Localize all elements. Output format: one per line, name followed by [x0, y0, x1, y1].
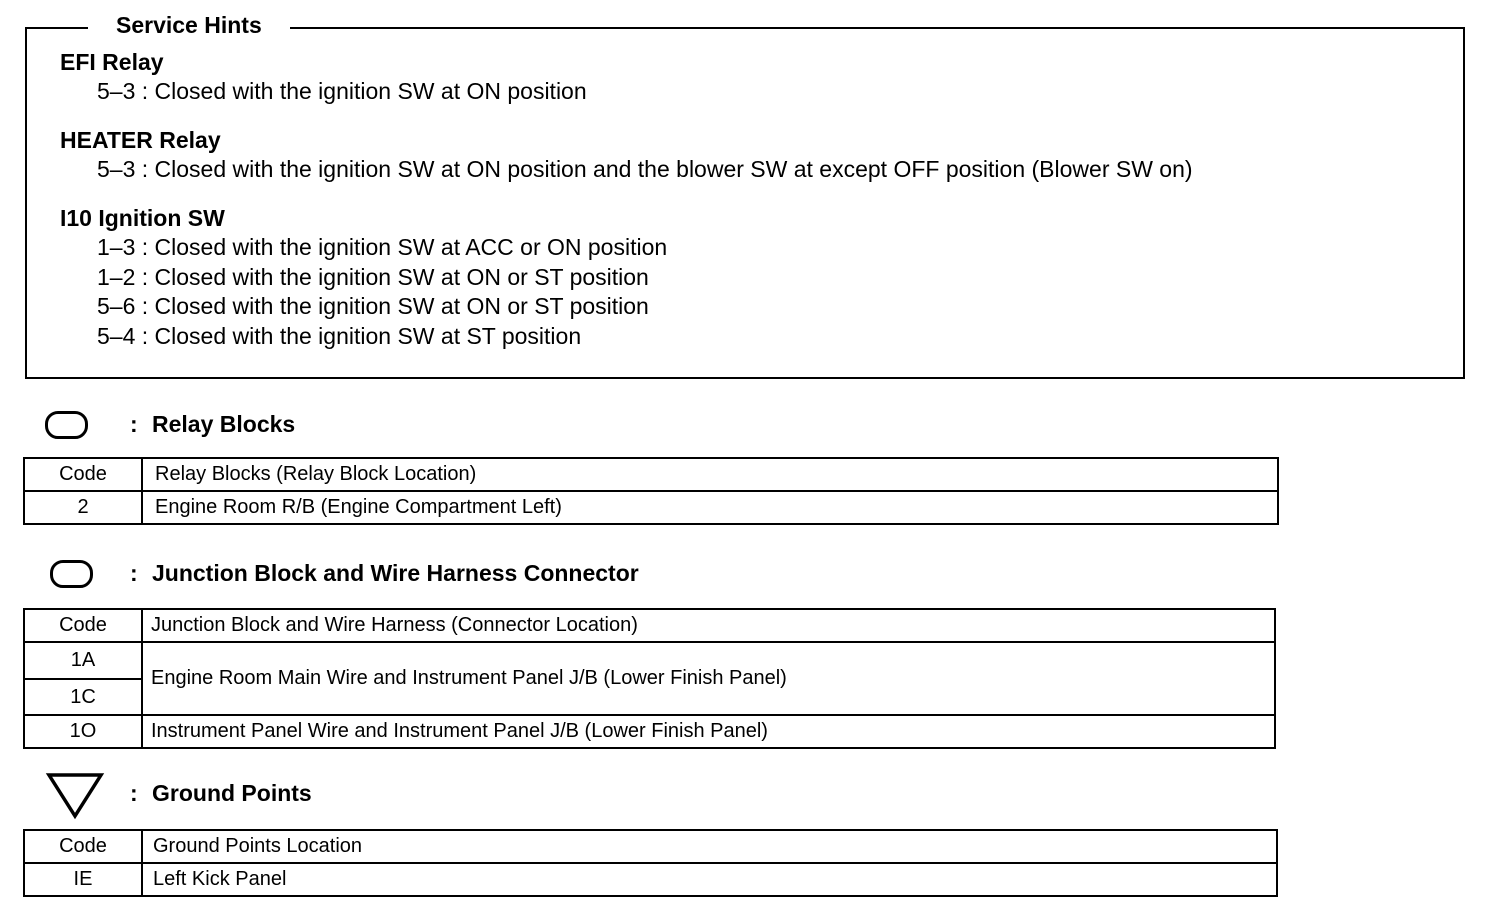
- table-row: [24, 491, 1278, 524]
- table-header-row: [24, 609, 1275, 642]
- hint-group-title: EFI Relay: [60, 49, 164, 75]
- table-row: [24, 642, 1275, 679]
- desc-cell: Engine Room Main Wire and Instrument Panel J/B (Lower Finish Panel): [142, 642, 1275, 715]
- service-hints-title: Service Hints: [88, 10, 290, 40]
- code-cell: 1A: [24, 642, 142, 679]
- rounded-rectangle-icon: [45, 411, 88, 439]
- hint-line: 5–3 : Closed with the ignition SW at ON position: [97, 78, 587, 104]
- hint-line: 1–2 : Closed with the ignition SW at ON or ST position: [97, 263, 649, 290]
- section-colon: :: [130, 560, 138, 586]
- section-colon: :: [130, 411, 138, 437]
- hint-group-efi-relay: [60, 47, 587, 107]
- relay-blocks-table: [23, 457, 1279, 525]
- hint-line: 5–6 : Closed with the ignition SW at ON or ST position: [97, 293, 649, 319]
- table-row: [24, 715, 1275, 748]
- section-colon: :: [130, 780, 138, 806]
- code-cell: 1O: [24, 715, 142, 748]
- header-code-cell: Code: [24, 458, 142, 491]
- hint-group-heater-relay: [60, 125, 1193, 185]
- header-desc-cell: Junction Block and Wire Harness (Connector Location): [142, 609, 1275, 642]
- header-desc-cell: Ground Points Location: [142, 830, 1277, 863]
- hint-line: 5–3 : Closed with the ignition SW at ON position and the blower SW at except OFF position (Blower SW on): [97, 156, 1193, 182]
- hint-line: 1–3 : Closed with the ignition SW at ACC or ON position: [97, 234, 668, 260]
- junction-blocks-table: [23, 608, 1276, 749]
- desc-cell: Instrument Panel Wire and Instrument Panel J/B (Lower Finish Panel): [142, 715, 1275, 748]
- hint-line: 5–4 : Closed with the ignition SW at ST position: [97, 322, 582, 349]
- hint-group-title: HEATER Relay: [60, 127, 221, 153]
- hint-group-ignition-sw: [60, 203, 667, 351]
- header-code-cell: Code: [24, 609, 142, 642]
- table-header-row: [24, 830, 1277, 863]
- rounded-rectangle-icon: [50, 560, 93, 588]
- section-title: Junction Block and Wire Harness Connector: [152, 560, 639, 586]
- table-header-row: [24, 458, 1278, 491]
- code-cell: 2: [24, 491, 142, 524]
- section-title: Ground Points: [152, 780, 312, 806]
- code-cell: IE: [24, 863, 142, 896]
- header-code-cell: Code: [24, 830, 142, 863]
- desc-cell: Left Kick Panel: [142, 863, 1277, 896]
- header-desc-cell: Relay Blocks (Relay Block Location): [142, 458, 1278, 491]
- section-title: Relay Blocks: [152, 411, 296, 437]
- code-cell: 1C: [24, 679, 142, 715]
- table-row: [24, 863, 1277, 896]
- inverted-triangle-icon: [45, 772, 105, 820]
- hint-group-title: I10 Ignition SW: [60, 205, 225, 231]
- ground-points-table: [23, 829, 1278, 897]
- desc-cell: Engine Room R/B (Engine Compartment Left): [142, 491, 1278, 524]
